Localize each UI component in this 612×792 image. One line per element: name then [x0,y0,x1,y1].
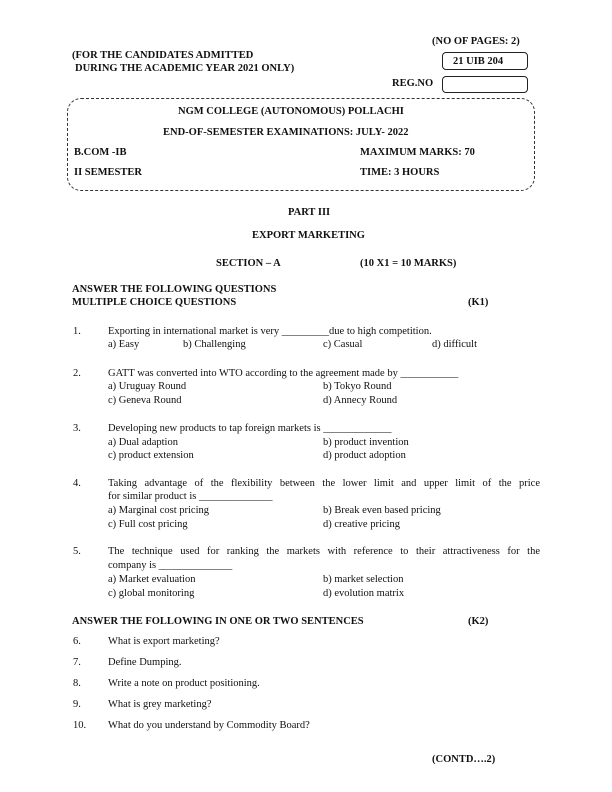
option-b: b) Challenging [183,339,246,350]
college-name: NGM COLLEGE (AUTONOMOUS) POLLACHI [178,106,404,117]
option-b: b) Tokyo Round [323,381,392,392]
question-number: 8. [73,678,81,689]
no-of-pages: (NO OF PAGES: 2) [432,36,520,47]
option-d: d) Annecy Round [323,395,398,406]
question-number: 2. [73,368,81,379]
question-text: Define Dumping. [108,657,182,668]
option-b: b) product invention [323,437,409,448]
question-number: 6. [73,636,81,647]
option-a: a) Market evaluation [108,574,196,585]
question-text: What is export marketing? [108,636,220,647]
option-d: d) difficult [432,339,478,350]
reg-no-label: REG.NO [392,78,434,89]
course-code: 21 UIB 204 [453,56,504,67]
question-text: Write a note on product positioning. [108,678,260,689]
option-d: d) creative pricing [323,519,400,530]
question-text-line-1: The technique used for ranking the markets with reference to their attractiveness for the [108,546,540,557]
question-text-line-2: for similar product is ______________ [108,491,273,502]
question-text-line-1: Taking advantage of the flexibility between the lower limit and upper limit of the price [108,478,540,489]
short-level: (K2) [468,616,489,627]
reg-no-field[interactable] [442,76,528,93]
admitted-line-2: DURING THE ACADEMIC YEAR 2021 ONLY) [75,63,295,74]
question-text-line-2: company is ______________ [108,560,233,571]
part-title: PART III [288,207,331,218]
option-c: c) Casual [323,339,363,350]
mcq-level: (K1) [468,297,489,308]
question-number: 4. [73,478,81,489]
question-number: 3. [73,423,81,434]
option-d: d) evolution matrix [323,588,405,599]
option-b: b) Break even based pricing [323,505,441,516]
option-b: b) market selection [323,574,404,585]
option-a: a) Easy [108,339,140,350]
option-c: c) product extension [108,450,194,461]
question-text: What is grey marketing? [108,699,212,710]
continued-note: (CONTD….2) [432,754,496,765]
subject-title: EXPORT MARKETING [252,230,365,241]
course-code-box [442,52,528,70]
option-d: d) product adoption [323,450,406,461]
max-marks: MAXIMUM MARKS: 70 [360,147,475,158]
program: B.COM -IB [74,147,127,158]
option-c: c) Geneva Round [108,395,182,406]
option-c: c) global monitoring [108,588,195,599]
mcq-heading-1: ANSWER THE FOLLOWING QUESTIONS [72,284,277,295]
section-marks: (10 X1 = 10 MARKS) [360,258,457,269]
question-number: 1. [73,326,81,337]
short-heading: ANSWER THE FOLLOWING IN ONE OR TWO SENTENCES [72,616,364,627]
section-title: SECTION – A [216,258,281,269]
option-a: a) Dual adaption [108,437,178,448]
option-a: a) Marginal cost pricing [108,505,209,516]
question-text: Exporting in international market is very _________due to high competition. [108,326,432,337]
question-text: What do you understand by Commodity Board? [108,720,310,731]
question-number: 7. [73,657,81,668]
mcq-heading-2: MULTIPLE CHOICE QUESTIONS [72,297,237,308]
question-number: 5. [73,546,81,557]
question-number: 10. [73,720,87,731]
option-a: a) Uruguay Round [108,381,187,392]
question-number: 9. [73,699,81,710]
admitted-line-1: (FOR THE CANDIDATES ADMITTED [72,50,254,61]
question-text: Developing new products to tap foreign markets is _____________ [108,423,392,434]
question-text: GATT was converted into WTO according to the agreement made by ___________ [108,368,459,379]
semester: II SEMESTER [74,167,142,178]
option-c: c) Full cost pricing [108,519,188,530]
time: TIME: 3 HOURS [360,167,440,178]
exam-title: END-OF-SEMESTER EXAMINATIONS: JULY- 2022 [163,127,409,138]
